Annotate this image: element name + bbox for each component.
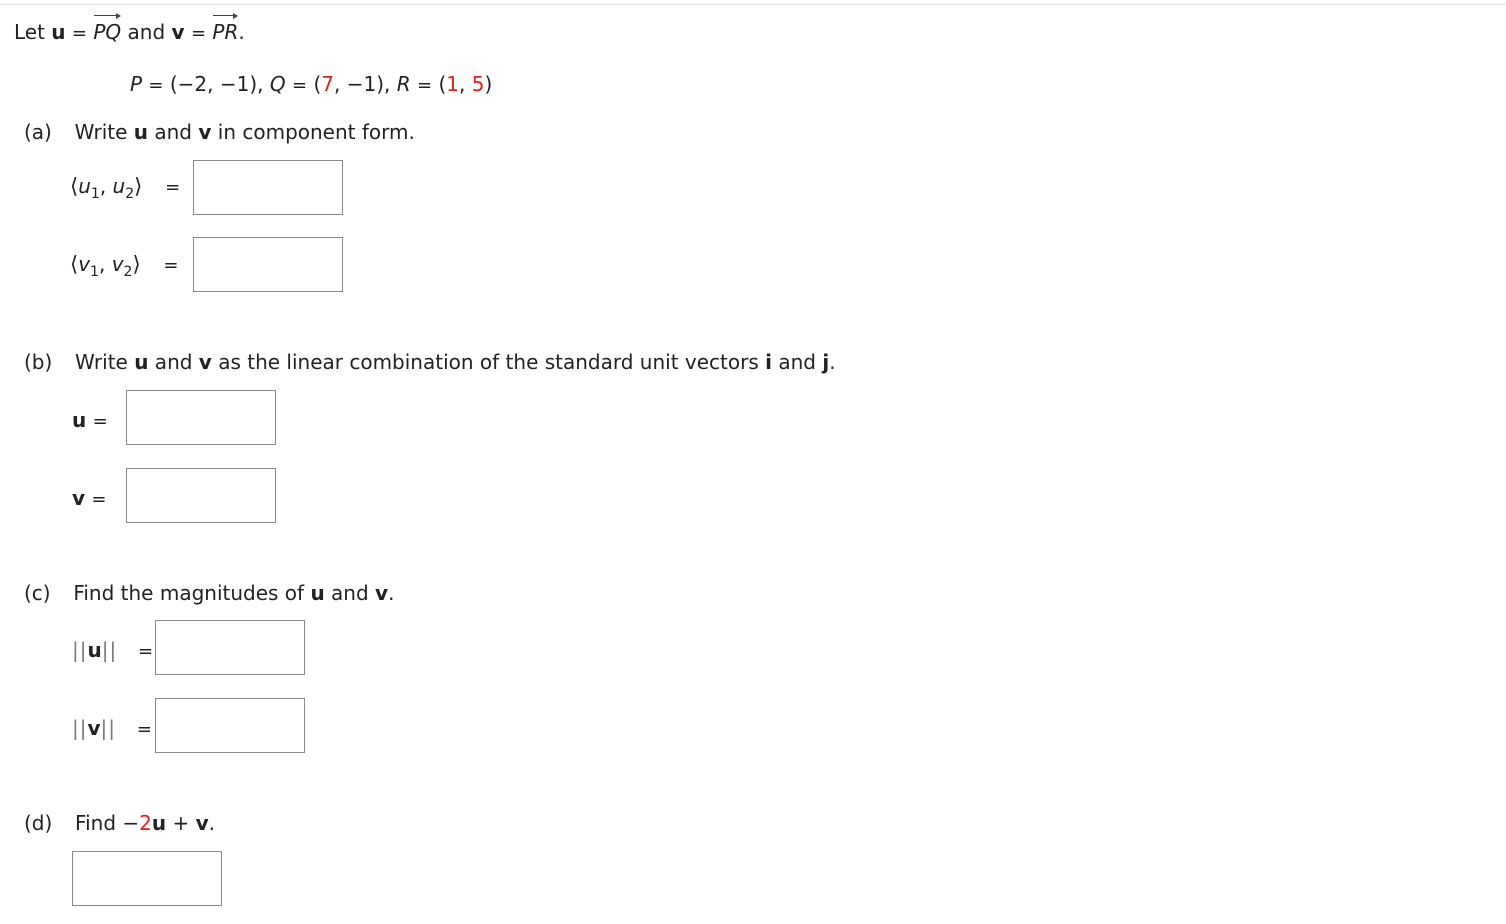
part-b-and2: and xyxy=(771,350,823,374)
subscript-1: 1 xyxy=(90,264,99,280)
unit-vector-j: j xyxy=(822,350,830,374)
part-d-period: . xyxy=(208,811,215,835)
left-angle: ⟨ xyxy=(70,174,79,198)
part-b-u: u xyxy=(134,350,149,374)
v-component-2: v xyxy=(111,252,124,276)
point-q-open: ( xyxy=(313,72,322,96)
answer-box-u-ij[interactable] xyxy=(126,390,276,445)
part-a-and: and xyxy=(148,120,199,144)
part-a-u: u xyxy=(133,120,149,144)
intro-v: v xyxy=(171,20,185,44)
point-r-eq: = xyxy=(416,75,433,96)
part-d-label: (d) xyxy=(24,811,53,835)
part-a-label: (a) xyxy=(24,120,52,144)
point-p-label: P xyxy=(130,72,143,96)
part-c-v: v xyxy=(375,581,389,605)
point-q-rest: , −1), xyxy=(334,72,391,96)
part-c-prefix: Find the magnitudes of xyxy=(73,581,311,605)
point-q-x: 7 xyxy=(321,72,334,96)
point-r-open: ( xyxy=(438,72,447,96)
part-b-u-lhs xyxy=(72,408,108,432)
part-a-u-lhs xyxy=(70,174,181,202)
v-component-1: v xyxy=(78,252,91,276)
intro-eq-2: = xyxy=(190,23,207,44)
part-a-suffix: in component form. xyxy=(211,120,415,144)
part-b-period: . xyxy=(829,350,836,374)
v-symbol: v xyxy=(87,716,101,740)
point-r-y: 5 xyxy=(471,72,485,96)
point-r-label: R xyxy=(396,72,411,96)
subscript-2: 2 xyxy=(123,264,133,280)
answer-box-v-magnitude[interactable] xyxy=(155,698,305,753)
vector-pq-label: PQ xyxy=(93,20,122,44)
intro-let: Let xyxy=(14,20,45,44)
norm-right-bars: || xyxy=(101,638,118,662)
answer-box-u-magnitude[interactable] xyxy=(155,620,305,675)
points-line xyxy=(130,72,492,96)
part-c-u: u xyxy=(310,581,325,605)
vector-arrow-icon xyxy=(94,15,120,16)
u-symbol: u xyxy=(87,638,102,662)
answer-box-v-components[interactable] xyxy=(193,237,343,292)
part-c-and: and xyxy=(324,581,376,605)
part-d-heading xyxy=(24,811,215,835)
part-c-heading xyxy=(24,581,394,605)
point-p-eq: = xyxy=(148,75,164,96)
part-c-v-lhs xyxy=(72,716,152,740)
part-a-v: v xyxy=(198,120,212,144)
equals: = xyxy=(92,411,108,432)
part-b-prefix: Write xyxy=(75,350,135,374)
intro-period: . xyxy=(238,20,245,44)
equals: = xyxy=(137,641,154,662)
comma: , xyxy=(99,174,113,198)
part-a-v-lhs xyxy=(70,252,179,280)
answer-box-v-ij[interactable] xyxy=(126,468,276,523)
norm-left-bars: || xyxy=(72,638,88,662)
equals: = xyxy=(136,719,152,740)
vector-arrow-icon xyxy=(213,15,237,16)
vector-pr-label: PR xyxy=(212,20,239,44)
part-d-coefficient: 2 xyxy=(139,811,152,835)
part-d-v: v xyxy=(195,811,209,835)
equals: = xyxy=(91,489,107,510)
left-angle: ⟨ xyxy=(70,252,79,276)
part-b-v-lhs xyxy=(72,486,107,510)
vector-pr xyxy=(212,20,238,44)
point-q-label: Q xyxy=(269,72,286,96)
answer-box-u-components[interactable] xyxy=(193,160,343,215)
point-r-comma: , xyxy=(458,72,472,96)
subscript-1: 1 xyxy=(90,186,100,202)
point-q-eq: = xyxy=(292,75,308,96)
right-angle: ⟩ xyxy=(134,174,143,198)
intro-u: u xyxy=(51,20,66,44)
part-c-period: . xyxy=(388,581,395,605)
subscript-2: 2 xyxy=(125,186,135,202)
intro-and: and xyxy=(127,20,166,44)
answer-box-combination[interactable] xyxy=(72,851,222,906)
part-c-label: (c) xyxy=(24,581,51,605)
u-component-1: u xyxy=(78,174,91,198)
point-r-x: 1 xyxy=(446,72,459,96)
comma: , xyxy=(98,252,112,276)
intro-eq-1: = xyxy=(71,23,87,44)
point-r-close: ) xyxy=(484,72,493,96)
equals: = xyxy=(163,255,179,276)
part-b-and: and xyxy=(148,350,199,374)
part-c-u-lhs xyxy=(72,638,153,662)
part-b-heading xyxy=(24,350,836,374)
part-d-prefix: Find − xyxy=(75,811,140,835)
part-b-label: (b) xyxy=(24,350,53,374)
part-b-v: v xyxy=(198,350,212,374)
part-d-plus: + xyxy=(166,811,196,835)
intro-line xyxy=(14,20,245,44)
right-angle: ⟩ xyxy=(132,252,141,276)
part-b-mid: as the linear combination of the standard unit vectors xyxy=(211,350,766,374)
norm-right-bars: || xyxy=(100,716,117,740)
vector-pq xyxy=(93,20,121,44)
part-d-u: u xyxy=(151,811,167,835)
v-symbol: v xyxy=(72,486,86,510)
equals: = xyxy=(165,177,181,198)
u-symbol: u xyxy=(72,408,87,432)
top-divider xyxy=(0,4,1506,5)
norm-left-bars: || xyxy=(72,716,88,740)
point-p-value: (−2, −1), xyxy=(169,72,264,96)
part-a-heading xyxy=(24,120,415,144)
part-a-prefix: Write xyxy=(74,120,134,144)
u-component-2: u xyxy=(112,174,126,198)
unit-vector-i: i xyxy=(765,350,772,374)
